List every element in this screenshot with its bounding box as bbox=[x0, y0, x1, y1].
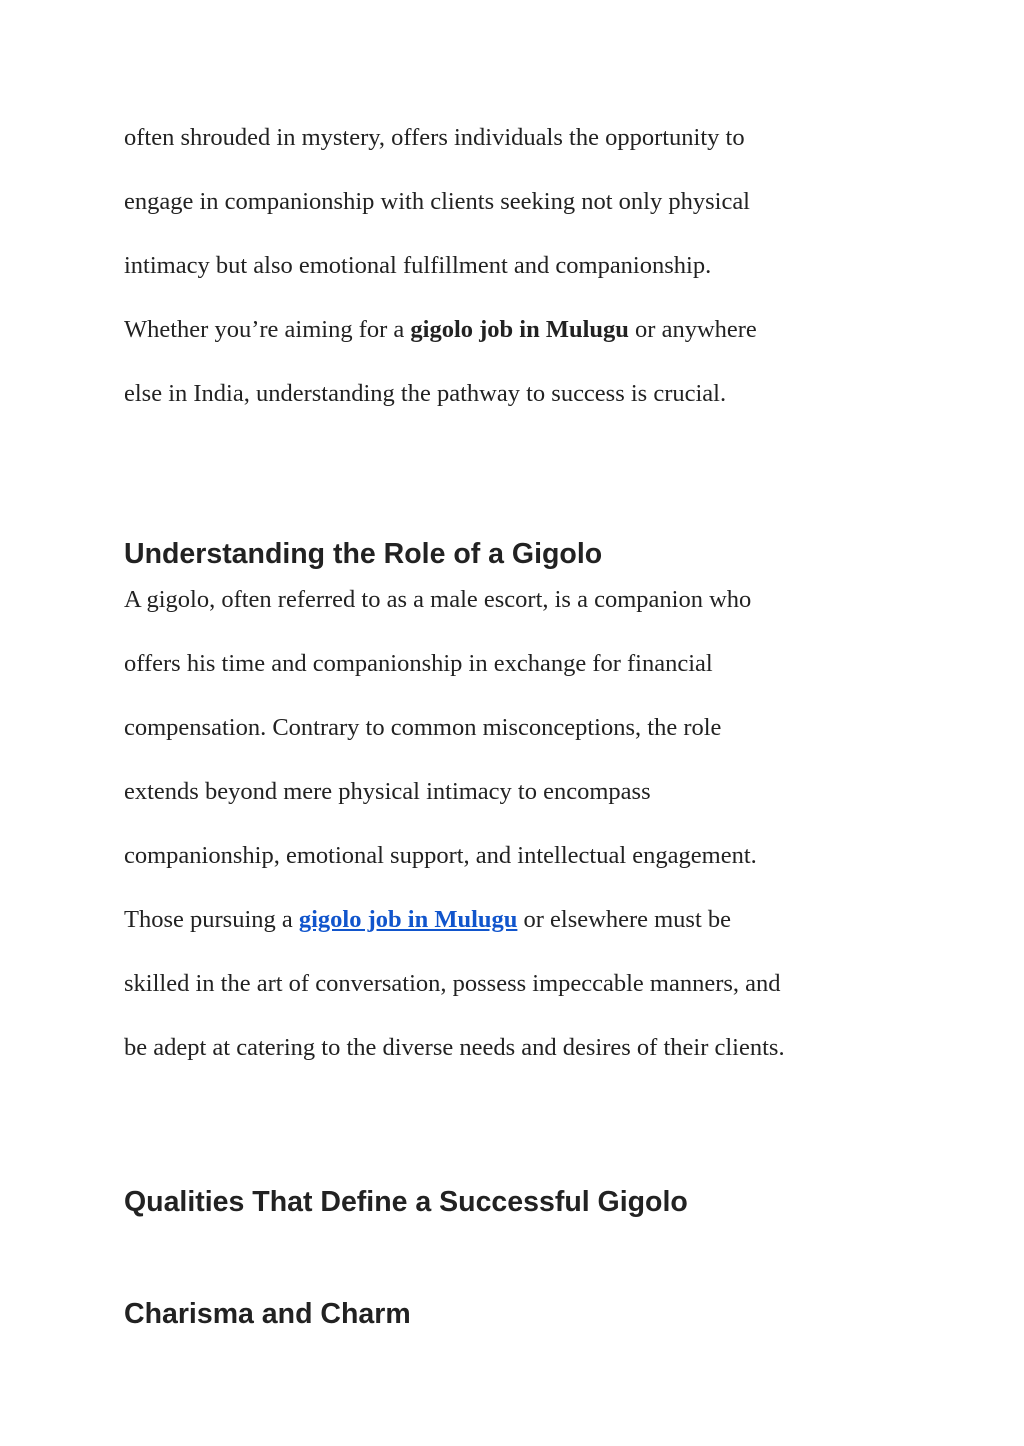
document-page bbox=[124, 106, 904, 1334]
role-line bbox=[124, 888, 904, 952]
section-heading-qualities: Qualities That Define a Successful Gigolo bbox=[124, 1186, 688, 1218]
section-heading-charisma: Charisma and Charm bbox=[124, 1298, 411, 1330]
role-line: compensation. Contrary to common misconceptions, the role bbox=[124, 714, 722, 741]
bold-keyword: gigolo job in Mulugu bbox=[410, 316, 629, 343]
role-line: companionship, emotional support, and intellectual engagement. bbox=[124, 842, 757, 869]
intro-line: often shrouded in mystery, offers individuals the opportunity to bbox=[124, 124, 745, 151]
intro-text: Whether you’re aiming for a bbox=[124, 316, 411, 343]
role-line: extends beyond mere physical intimacy to encompass bbox=[124, 778, 651, 805]
role-paragraph bbox=[124, 568, 904, 1080]
role-text: Those pursuing a bbox=[124, 906, 299, 933]
intro-paragraph bbox=[124, 106, 904, 426]
intro-line: else in India, understanding the pathway to success is crucial. bbox=[124, 380, 727, 407]
role-line: A gigolo, often referred to as a male escort, is a companion who bbox=[124, 586, 752, 613]
intro-line: intimacy but also emotional fulfillment and companionship. bbox=[124, 252, 712, 279]
role-line: offers his time and companionship in exchange for financial bbox=[124, 650, 713, 677]
intro-text: or anywhere bbox=[628, 316, 757, 343]
intro-line bbox=[124, 298, 904, 362]
section-heading-role: Understanding the Role of a Gigolo bbox=[124, 538, 603, 570]
role-text: or elsewhere must be bbox=[517, 906, 732, 933]
gigolo-job-link[interactable]: gigolo job in Mulugu bbox=[298, 906, 518, 933]
role-line: skilled in the art of conversation, possess impeccable manners, and bbox=[124, 970, 781, 997]
role-line: be adept at catering to the diverse needs and desires of their clients. bbox=[124, 1034, 785, 1061]
intro-line: engage in companionship with clients seeking not only physical bbox=[124, 188, 750, 215]
